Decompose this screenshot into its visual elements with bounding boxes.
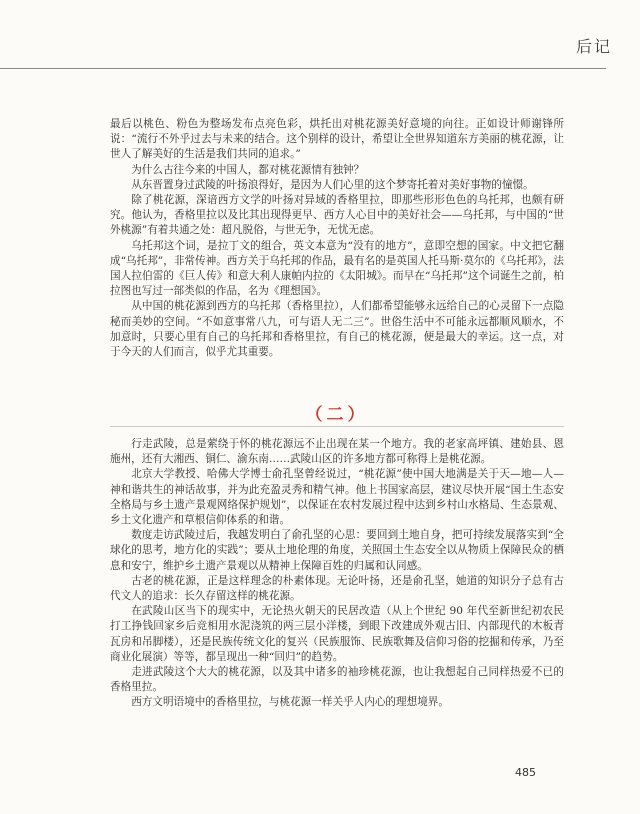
paragraph: 最后以桃色、粉色为整场发布点亮色彩，烘托出对桃花源美好意境的向往。正如设计师谢锋所说：“流行不外乎过去与未来的结合。这个别样的设计，希望让全世界知道东方美丽的桃花源，让世人了解美好的生活是我们共同的追求。”: [110, 118, 564, 161]
section-one-body: [110, 117, 564, 360]
paragraph: 西方文明语境中的香格里拉，与桃花源一样关乎人内心的理想境界。: [131, 696, 449, 709]
paragraph: 走进武陵这个大大的桃花源，以及其中诸多的袖珍桃花源，也让我想起自己同样热爱不已的香格里拉。: [110, 666, 564, 694]
section-heading: （二）: [305, 405, 369, 425]
paragraph: 为什么古往今来的中国人，都对桃花源情有独钟？: [131, 163, 365, 176]
paragraph: 乌托邦这个词，是拉丁文的组合，英文本意为“没有的地方”，意即空想的国家。中文把它翻成“乌托邦”，非常传神。西方关于乌托邦的作品，最有名的是英国人托马斯·莫尔的《乌托邦》，法国人拉伯雷的《巨人传》和意大利人康帕内拉的《太阳城》。而早在“乌托邦”这个词诞生之前，柏拉图也写过一部类似的作品，名为《理想国》。: [110, 239, 564, 298]
running-title: 后记: [575, 37, 612, 56]
paragraph: 在武陵山区当下的现实中，无论热火朝天的民居改造（从上个世纪 90 年代至新世纪初农民打工挣钱回家乡后竞相用水泥浇筑的两三层小洋楼，到眼下改建成外观古旧、内部现代的木板青瓦房和吊脚楼），还是民族传统文化的复兴（民族服饰、民族歌舞及信仰习俗的挖掘和传承，乃至商业化展演）等等，都呈现出一种“回归”的趋势。: [110, 605, 564, 663]
section-two-body: [110, 437, 564, 711]
paragraph: 除了桃花源，深谙西方文学的叶扬对异域的香格里拉，即那些形形色色的乌托邦，也颇有研究。他认为，香格里拉以及比其出现得更早、西方人心目中的美好社会——乌托邦，与中国的“世外桃源”有着共通之处：超凡脱俗，与世无争，无忧无虑。: [110, 194, 564, 237]
page-number: 485: [515, 766, 536, 779]
paragraph: 从东晋置身过武陵的叶扬浪得好，是因为人们心里的这个梦寄托着对美好事物的憧憬。: [131, 178, 534, 191]
section-divider: [110, 426, 564, 427]
paragraph: 北京大学教授、哈佛大学博士俞孔坚曾经说过，“桃花源”使中国大地满是关于天—地—人—神和谐共生的神话故事，并为此充盈灵秀和精气神。他上书国家高层，建议尽快开展“国土生态安全格局与乡土遗产景观网络保护规划”，以保证在农村发展过程中达到乡村山水格局、生态景观、乡土文化遗产和草根信仰体系的和谐。: [110, 468, 564, 527]
paragraph: 古老的桃花源，正是这样理念的朴素体现。无论叶扬，还是俞孔坚，她道的知识分子总有古代文人的追求：长久存留这样的桃花源。: [110, 574, 564, 603]
paragraph: 行走武陵，总是萦绕于怀的桃花源远不止出现在某一个地方。我的老家高坪镇、建始县、恩施州，还有大湘西、铜仁、渝东南……武陵山区的许多地方都可称得上是桃花源。: [110, 438, 564, 466]
paragraph: 数度走访武陵过后，我越发明白了俞孔坚的心思：要回到土地自身，把可持续发展落实到“全球化的思考，地方化的实践”；要从土地伦理的角度，关照国土生态安全以从物质上保障民众的栖息和安宁，维护乡土遗产景观以从精神上保障百姓的归属和认同感。: [110, 529, 564, 572]
header-rule: [0, 68, 606, 69]
paragraph: 从中国的桃花源到西方的乌托邦（香格里拉），人们都希望能够永远给自己的心灵留下一点隐秘而美妙的空间。“不如意事常八九，可与语人无二三”。世俗生活中不可能永远都顺风顺水，不加意时，只要心里有自己的乌托邦和香格里拉，有自己的桃花源，便是最大的幸运。这一点，对于今天的人们而言，似乎尤其重要。: [110, 300, 564, 359]
